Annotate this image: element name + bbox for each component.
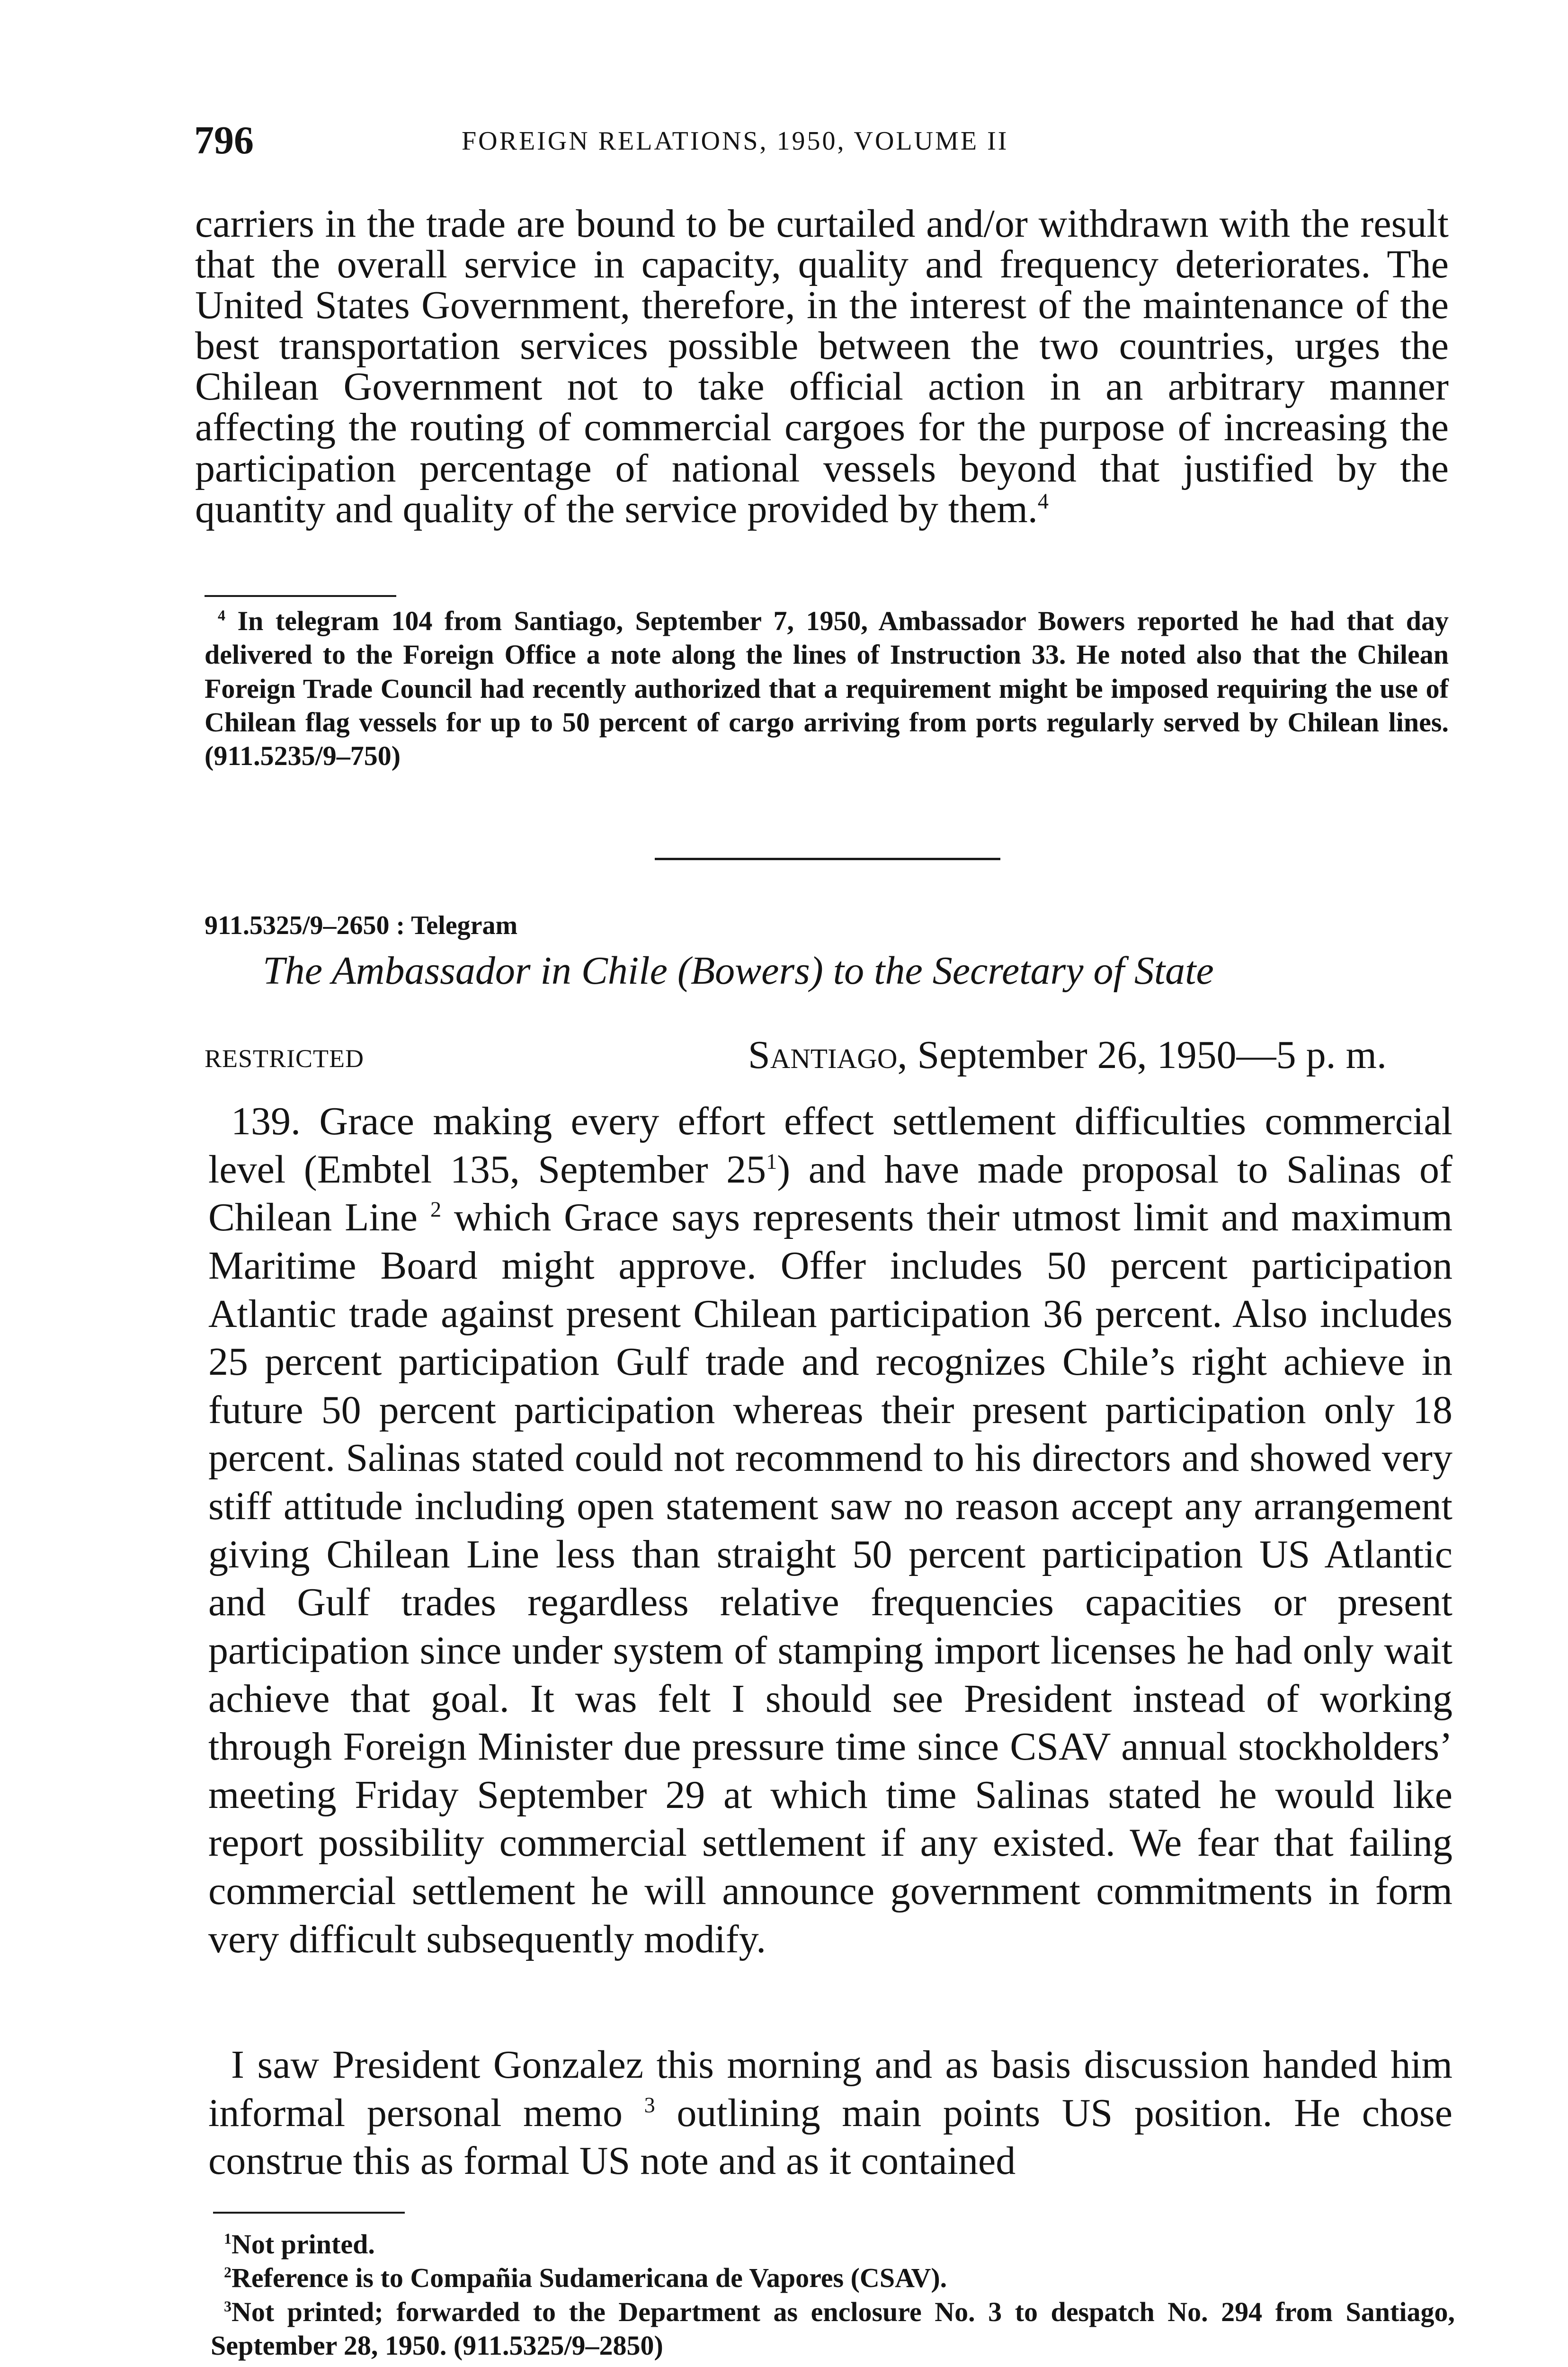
dateline-date: September 26, 1950—5 p. m. [917, 1033, 1387, 1077]
telegram-paragraph-1 [208, 1097, 1452, 1963]
telegram-paragraph-2-part-a: I saw President Gonzalez this morning and as basis discussion handed him informal personal memo [208, 2043, 1452, 2135]
continued-paragraph [195, 204, 1449, 530]
page-number: 796 [194, 118, 254, 162]
footnote-2 [211, 2261, 1455, 2295]
file-reference: 911.5325/9–2650 : Telegram [205, 911, 518, 940]
dateline-place: Santiago, [748, 1033, 908, 1077]
footnote-ref-2: 2 [430, 1197, 442, 1222]
telegram-paragraph-1-part-b: ) and have made proposal to Salinas of Chilean Line [208, 1147, 1452, 1240]
footnote-3-text: Not printed; forwarded to the Department as enclosure No. 3 to despatch No. 294 from Santiago, September 28, 1950. (911.5325/9–2850) [211, 2296, 1455, 2361]
footnote-3-marker: 3 [224, 2298, 232, 2315]
bottom-footnote-separator [213, 2212, 405, 2214]
section-divider [655, 858, 1000, 860]
dateline [748, 1032, 1387, 1078]
footnote-4-marker: 4 [218, 607, 225, 624]
telegram-paragraph-2-part-b: outlining main points US position. He chose construe this as formal US note and as it contained [208, 2091, 1452, 2183]
footnote-4 [205, 604, 1449, 773]
footnote-4-text: In telegram 104 from Santiago, September 7, 1950, Ambassador Bowers reported he had that day delivered to the Foreign Office a note along the lines of Instruction 33. He noted also that the Chilean Foreign Trade Council had recently authorized that a requirement might be imposed requiring the use of Chilean flag vessels for up to 50 percent of cargo arriving from ports regularly served by Chilean lines. (911.5235/9–750) [205, 605, 1449, 772]
telegram-paragraph-2 [208, 2041, 1452, 2185]
footnote-3 [211, 2295, 1455, 2363]
document-title: The Ambassador in Chile (Bowers) to the Secretary of State [263, 949, 1214, 993]
telegram-paragraph-1-part-a: 139. Grace making every effort effect settlement difficulties commercial level (Embtel 135, September 25 [208, 1099, 1452, 1192]
footnote-2-text: Reference is to Compañia Sudamericana de Vapores (CSAV). [231, 2262, 947, 2294]
footnote-ref-1: 1 [766, 1149, 777, 1174]
footnote-ref-4: 4 [1037, 489, 1049, 513]
footnote-2-marker: 2 [224, 2264, 232, 2281]
telegram-paragraph-1-part-c: which Grace says represents their utmost limit and maximum Maritime Board might approve. Offer includes 50 percent participation Atlantic trade against present Chilean participation 36 percent. Also includes 25 percent participation Gulf trade and recognizes Chile’s right achieve in future 50 percent participation whereas their present participation only 18 percent. Salinas stated could not recommend to his directors and showed very stiff attitude including open statement saw no reason accept any arrangement giving Chilean Line less than straight 50 percent participation US Atlantic and Gulf trades regardless relative frequencies capacities or present participation since under system of stamping import licenses he had only wait achieve that goal. It was felt I should see President instead of working through Foreign Minister due pressure time since CSAV annual stockholders’ meeting Friday September 29 at which time Salinas stated he would like report possibility commercial settlement if any existed. We fear that failing commercial settlement he will announce government commitments in form very difficult subsequently modify. [208, 1195, 1453, 1961]
bottom-footnotes [211, 2227, 1455, 2362]
footnote-separator [205, 595, 396, 597]
footnote-1-text: Not printed. [231, 2229, 375, 2260]
continued-paragraph-text: carriers in the trade are bound to be curtailed and/or withdrawn with the result that the overall service in capacity, quality and frequency deteriorates. The United States Government, therefore, in the interest of the maintenance of the best transportation services possible between the two countries, urges the Chilean Government not to take official action in an arbitrary manner affecting the routing of commercial cargoes for the purpose of increasing the participation percentage of national vessels beyond that justified by the quantity and quality of the service provided by them. [195, 202, 1449, 531]
classification-label: RESTRICTED [205, 1044, 365, 1073]
footnote-ref-3: 3 [644, 2092, 655, 2117]
page-header [194, 117, 1468, 174]
footnote-1 [211, 2227, 1455, 2261]
running-title: FOREIGN RELATIONS, 1950, VOLUME II [462, 126, 1009, 156]
footnote-1-marker: 1 [224, 2230, 232, 2247]
